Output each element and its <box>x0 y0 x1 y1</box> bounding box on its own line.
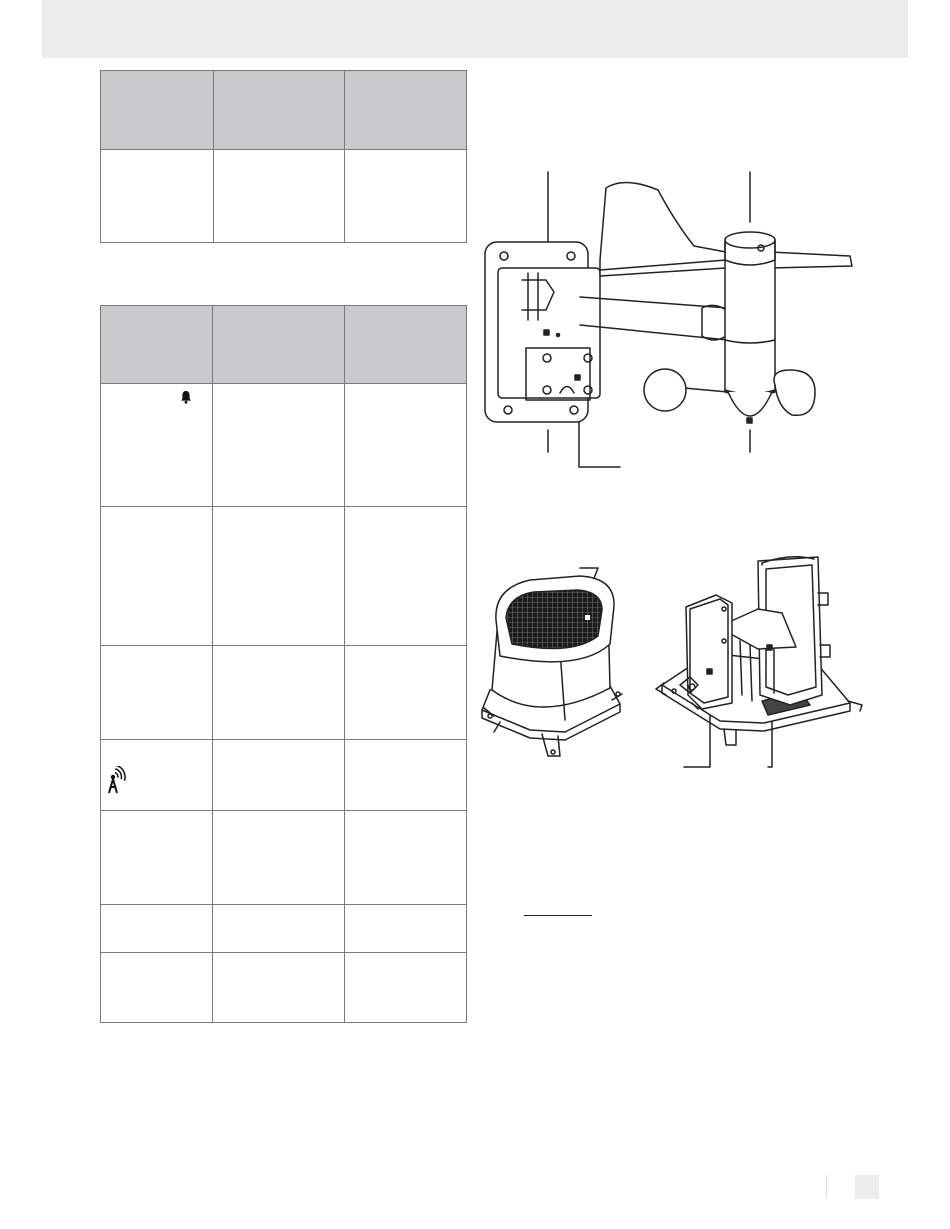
table-row <box>101 150 467 243</box>
table-cell <box>345 384 467 507</box>
table-cell <box>101 811 213 905</box>
page-divider <box>826 1175 827 1197</box>
table-cell <box>213 384 345 507</box>
table-header-cell <box>101 71 214 150</box>
table-header-cell <box>214 71 345 150</box>
table-cell <box>345 740 467 811</box>
table-cell <box>213 740 345 811</box>
table-row <box>101 905 467 953</box>
underline-mark <box>524 915 592 916</box>
table-cell <box>101 507 213 646</box>
table-cell <box>345 507 467 646</box>
table-cell <box>214 150 345 243</box>
table-row <box>101 384 467 507</box>
table-cell <box>213 646 345 740</box>
table-1 <box>100 70 467 243</box>
table-cell <box>213 811 345 905</box>
header-band <box>42 0 908 58</box>
table-header-cell <box>213 306 345 384</box>
table-row <box>101 646 467 740</box>
table-cell <box>101 740 213 811</box>
bell-icon <box>180 390 192 409</box>
table-cell <box>101 905 213 953</box>
table-header-cell <box>345 306 467 384</box>
table-header-cell <box>101 306 213 384</box>
table-cell <box>213 905 345 953</box>
table-header-cell <box>345 71 467 150</box>
table-cell <box>345 150 467 243</box>
table-cell <box>345 811 467 905</box>
antenna-signal-icon <box>107 766 129 799</box>
table-cell <box>101 150 214 243</box>
table-cell <box>101 953 213 1023</box>
rain-gauge-interior-illustration <box>650 545 870 775</box>
table-row <box>101 507 467 646</box>
table-cell <box>101 384 213 507</box>
table-row <box>101 740 467 811</box>
table-cell <box>213 953 345 1023</box>
wind-sensor-illustration <box>470 160 870 480</box>
table-header-row <box>101 306 467 384</box>
table-cell <box>345 953 467 1023</box>
table-cell <box>213 507 345 646</box>
table-cell <box>101 646 213 740</box>
table-cell <box>345 646 467 740</box>
table-row <box>101 953 467 1023</box>
table-header-row <box>101 71 467 150</box>
rain-gauge-illustration <box>470 560 640 770</box>
table-row <box>101 811 467 905</box>
page-number-box <box>855 1175 879 1199</box>
table-2 <box>100 305 467 1023</box>
table-cell <box>345 905 467 953</box>
